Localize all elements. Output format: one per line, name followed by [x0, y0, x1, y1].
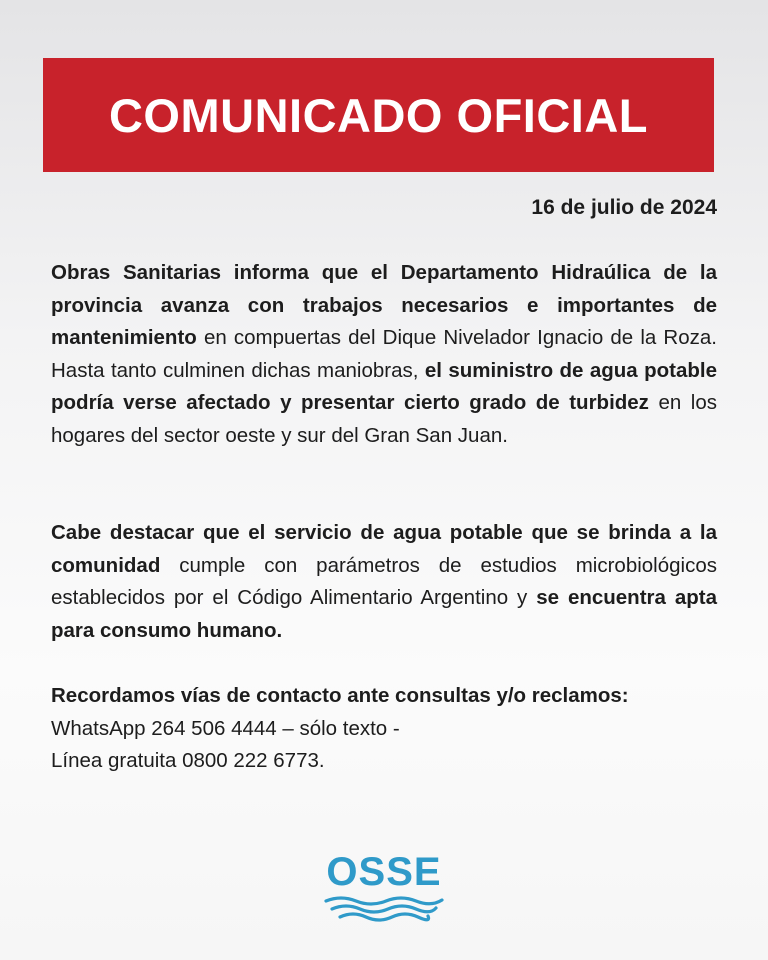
contact-heading: Recordamos vías de contacto ante consultas y/o reclamos: [51, 684, 629, 707]
date-label: 16 de julio de 2024 [531, 196, 717, 219]
paragraph-text: en compuertas del Dique Nivelador Ignacio de la Roza. Hasta tanto culminen dichas maniobras, [51, 326, 717, 382]
osse-logo [318, 852, 450, 924]
water-waves-icon [322, 894, 446, 922]
logo-text: OSSE [326, 850, 442, 894]
paragraph-text: cumple con parámetros de estudios microbiológicos establecidos por el Código Alimentario Argentino y [51, 553, 717, 609]
paragraph-maintenance [51, 257, 717, 452]
paragraph-quality [51, 517, 717, 647]
phone-contact: Línea gratuita 0800 222 6773. [51, 749, 325, 772]
header-banner [43, 58, 714, 172]
whatsapp-contact: WhatsApp 264 506 4444 – sólo texto - [51, 716, 400, 740]
paragraph-bold-text: el suministro de agua potable podría verse afectado y presentar cierto grado de turbidez [51, 358, 717, 414]
contact-section [51, 680, 717, 778]
paragraph-bold-text: se encuentra apta para consumo humano. [51, 586, 717, 642]
banner-title: COMUNICADO OFICIAL [108, 88, 648, 142]
paragraph-bold-text: Obras Sanitarias informa que el Departamento Hidraúlica de la provincia avanza con trabajos necesarios e importantes de mantenimiento [51, 261, 717, 349]
paragraph-text: en los hogares del sector oeste y sur del Gran San Juan. [51, 391, 717, 447]
paragraph-bold-text: Cabe destacar que el servicio de agua potable que se brinda a la comunidad [51, 521, 717, 577]
